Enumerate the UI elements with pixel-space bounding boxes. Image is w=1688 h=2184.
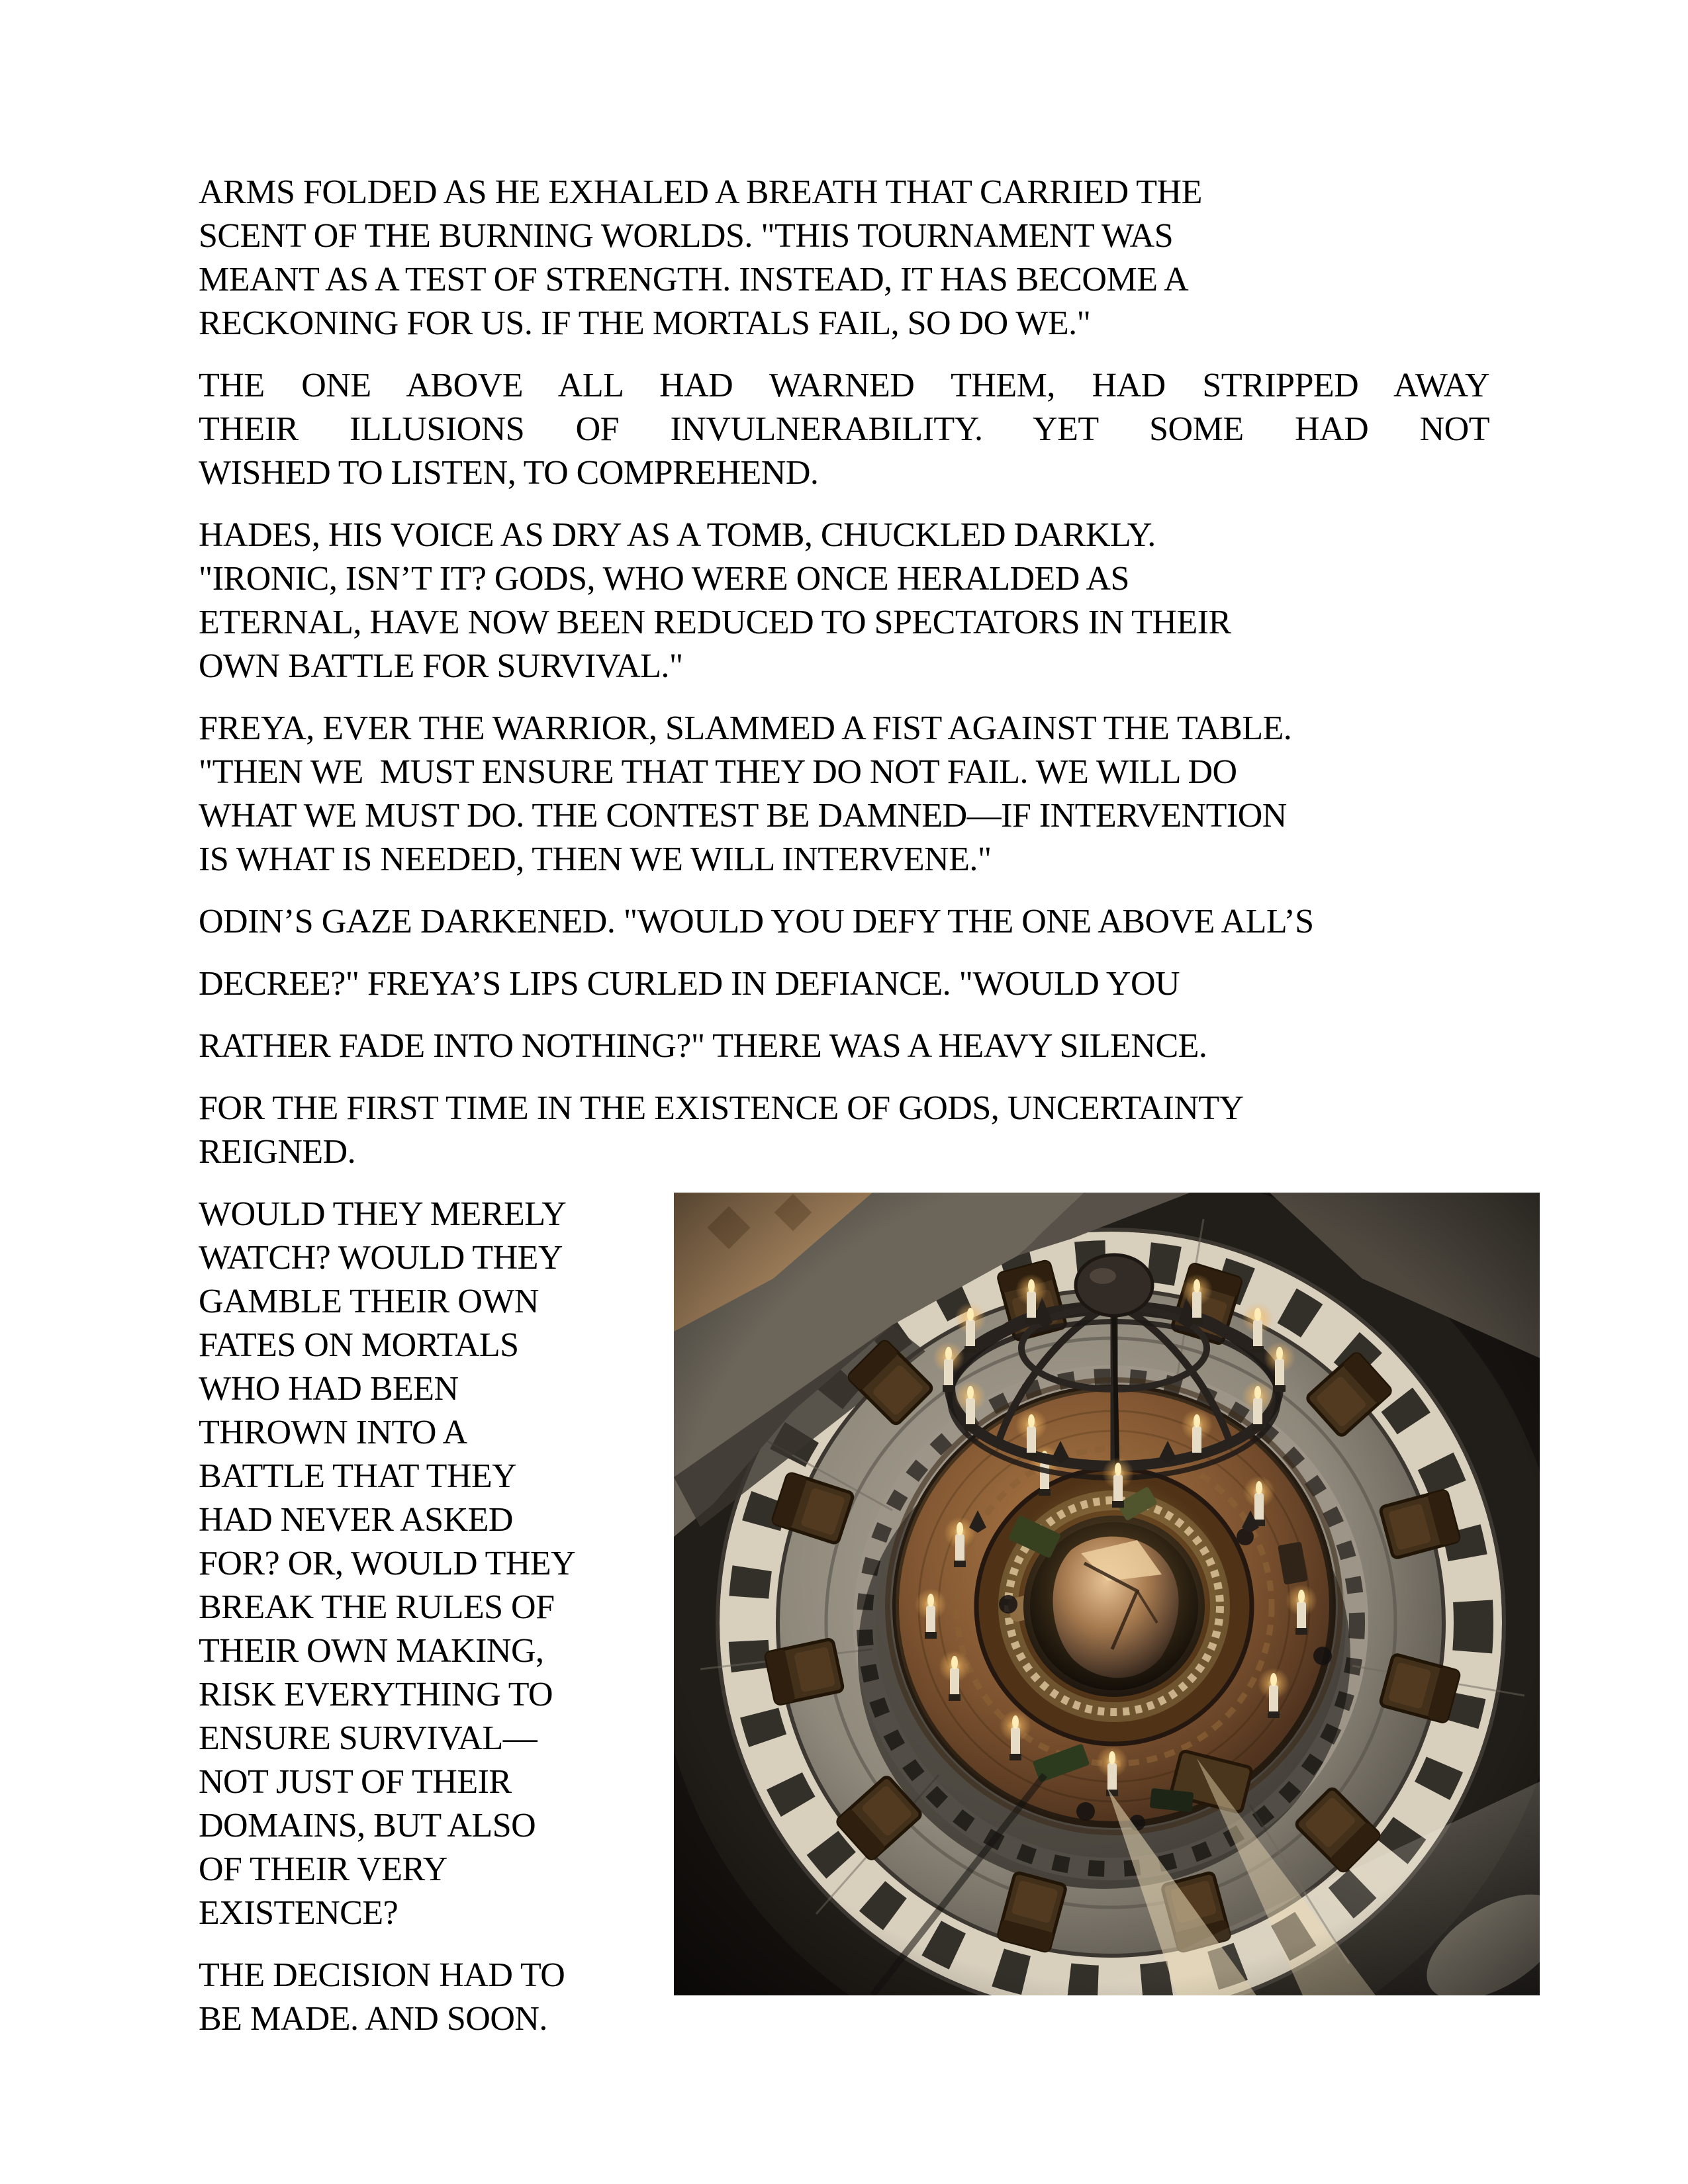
council-chamber-svg: [674, 1193, 1540, 1995]
paragraph-2: THE ONE ABOVE ALL HAD WARNED THEM, HAD STRIPPED AWAY THEIR ILLUSIONS OF INVULNERABILITY. YET SOME HAD NOT WISHED TO LISTEN, TO COMPREHEND.: [199, 367, 1489, 492]
paragraph-3: HADES, HIS VOICE AS DRY AS A TOMB, CHUCKLED DARKLY. "IRONIC, ISN’T IT? GODS, WHO WERE ONCE HERALDED AS ETERNAL, HAVE NOW BEEN REDUCED TO SPECTATORS IN THEIR OWN BATTLE FOR SURVIVAL.": [199, 516, 1231, 685]
text-image-row: [199, 1193, 1489, 2060]
paragraph-8: THE DECISION HAD TO BE MADE. AND SOON.: [199, 1956, 565, 2038]
vignette-overlay: [674, 1193, 1540, 1995]
paragraph-4: FREYA, EVER THE WARRIOR, SLAMMED A FIST AGAINST THE TABLE. "THEN WE MUST ENSURE THAT THEY DO NOT FAIL. WE WILL DO WHAT WE MUST DO. THE CONTEST BE DAMNED—IF INTERVENTION IS WHAT IS NEEDED, THEN WE WILL INTERVENE.": [199, 709, 1292, 878]
document-body: [199, 171, 1489, 2060]
council-chamber-image: [674, 1193, 1540, 1995]
paragraph-7: WOULD THEY MERELY WATCH? WOULD THEY GAMBLE THEIR OWN FATES ON MORTALS WHO HAD BEEN THROWN INTO A BATTLE THAT THEY HAD NEVER ASKED FOR? OR, WOULD THEY BREAK THE RULES OF THEIR OWN MAKING, RISK EVERYTHING TO ENSURE SURVIVAL— NOT JUST OF THEIR DOMAINS, BUT ALSO OF THEIR VERY EXISTENCE?: [199, 1195, 576, 1932]
paragraph-6: FOR THE FIRST TIME IN THE EXISTENCE OF GODS, UNCERTAINTY REIGNED.: [199, 1089, 1244, 1171]
paragraph-5: ODIN’S GAZE DARKENED. "WOULD YOU DEFY THE ONE ABOVE ALL’S DECREE?" FREYA’S LIPS CURLED IN DEFIANCE. "WOULD YOU RATHER FADE INTO NOTHING?" THERE WAS A HEAVY SILENCE.: [199, 903, 1314, 1065]
paragraph-1: ARMS FOLDED AS HE EXHALED A BREATH THAT CARRIED THE SCENT OF THE BURNING WORLDS. "THIS TOURNAMENT WAS MEANT AS A TEST OF STRENGTH. INSTEAD, IT HAS BECOME A RECKONING FOR US. IF THE MORTALS FAIL, SO DO WE.": [199, 173, 1202, 342]
wrapped-text-column: [199, 1193, 643, 2060]
